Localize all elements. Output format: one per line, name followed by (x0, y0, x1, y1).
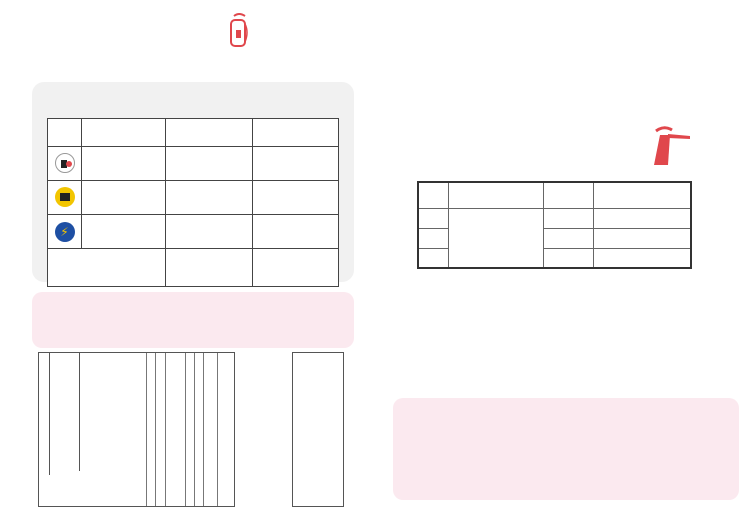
col-water (252, 119, 339, 147)
application-section (32, 292, 354, 348)
col-category (82, 119, 166, 147)
refill-section (393, 398, 739, 500)
b-fire-icon (55, 187, 75, 207)
order-form (38, 352, 235, 507)
table-row (48, 181, 339, 215)
c-fire-icon: ⚡ (55, 222, 75, 242)
fire-extinguisher-icon (228, 12, 250, 48)
col-powder (166, 119, 253, 147)
address-label (292, 352, 344, 507)
table-row (48, 147, 339, 181)
price-table (417, 181, 692, 269)
fire-extinguisher-icon (650, 125, 694, 167)
a-fire-icon (55, 153, 75, 173)
table-row (418, 208, 691, 228)
table-row-features (48, 249, 339, 287)
table-row (48, 215, 339, 249)
col-mark (48, 119, 82, 147)
extinguisher-types-table (47, 118, 339, 287)
